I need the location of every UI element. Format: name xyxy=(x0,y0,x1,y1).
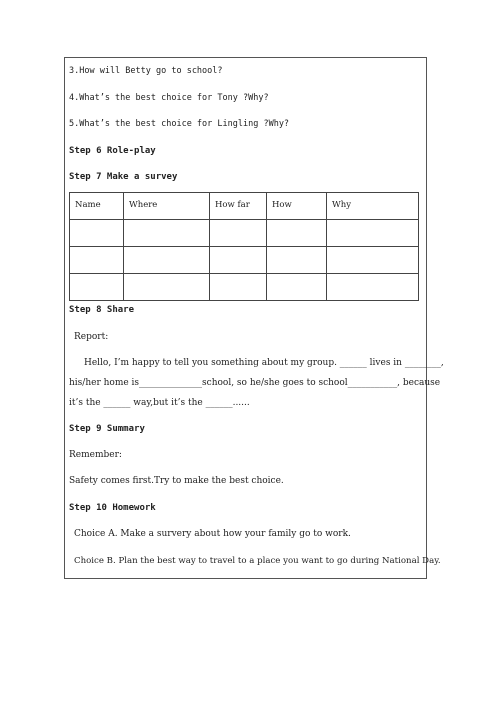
table-cell[interactable] xyxy=(70,247,124,274)
table-row xyxy=(70,274,419,301)
question-5: 5.What’s the best choice for Lingling ?Why? xyxy=(69,119,290,129)
table-row xyxy=(70,247,419,274)
survey-table xyxy=(69,192,419,301)
header-name: Name xyxy=(70,193,124,220)
table-cell[interactable] xyxy=(267,220,327,247)
report-text-line-1: Hello, I’m happy to tell you something about my group. ______ lives in ________, xyxy=(84,358,444,368)
remember-label: Remember: xyxy=(69,450,122,460)
header-where: Where xyxy=(124,193,210,220)
report-text-line-2: his/her home is______________school, so he/she goes to school___________, because xyxy=(69,378,441,388)
table-row xyxy=(70,220,419,247)
table-cell[interactable] xyxy=(70,220,124,247)
table-cell[interactable] xyxy=(210,247,267,274)
table-cell[interactable] xyxy=(210,220,267,247)
table-cell[interactable] xyxy=(327,247,419,274)
table-cell[interactable] xyxy=(124,247,210,274)
question-4: 4.What’s the best choice for Tony ?Why? xyxy=(69,93,269,103)
table-cell[interactable] xyxy=(210,274,267,301)
report-label: Report: xyxy=(74,332,109,342)
header-why: Why xyxy=(327,193,419,220)
header-how-far: How far xyxy=(210,193,267,220)
step-8-heading: Step 8 Share xyxy=(69,305,135,315)
table-cell[interactable] xyxy=(267,247,327,274)
survey-header-row xyxy=(70,193,419,220)
choice-b-text: Choice B. Plan the best way to travel to a place you want to go during National Day. xyxy=(74,556,441,566)
table-cell[interactable] xyxy=(124,274,210,301)
table-cell[interactable] xyxy=(70,274,124,301)
step-6-heading: Step 6 Role-play xyxy=(69,146,156,156)
safety-text: Safety comes first.Try to make the best choice. xyxy=(69,476,284,486)
step-9-heading: Step 9 Summary xyxy=(69,424,145,434)
step-7-heading: Step 7 Make a survey xyxy=(69,172,178,182)
table-cell[interactable] xyxy=(124,220,210,247)
worksheet-frame xyxy=(64,57,427,579)
choice-a-text: Choice A. Make a survery about how your family go to work. xyxy=(74,529,351,539)
table-cell[interactable] xyxy=(267,274,327,301)
question-3: 3.How will Betty go to school? xyxy=(69,66,223,76)
report-text-line-3: it’s the ______ way,but it’s the ______...... xyxy=(69,398,250,408)
header-how: How xyxy=(267,193,327,220)
table-cell[interactable] xyxy=(327,220,419,247)
step-10-heading: Step 10 Homework xyxy=(69,503,156,513)
table-cell[interactable] xyxy=(327,274,419,301)
